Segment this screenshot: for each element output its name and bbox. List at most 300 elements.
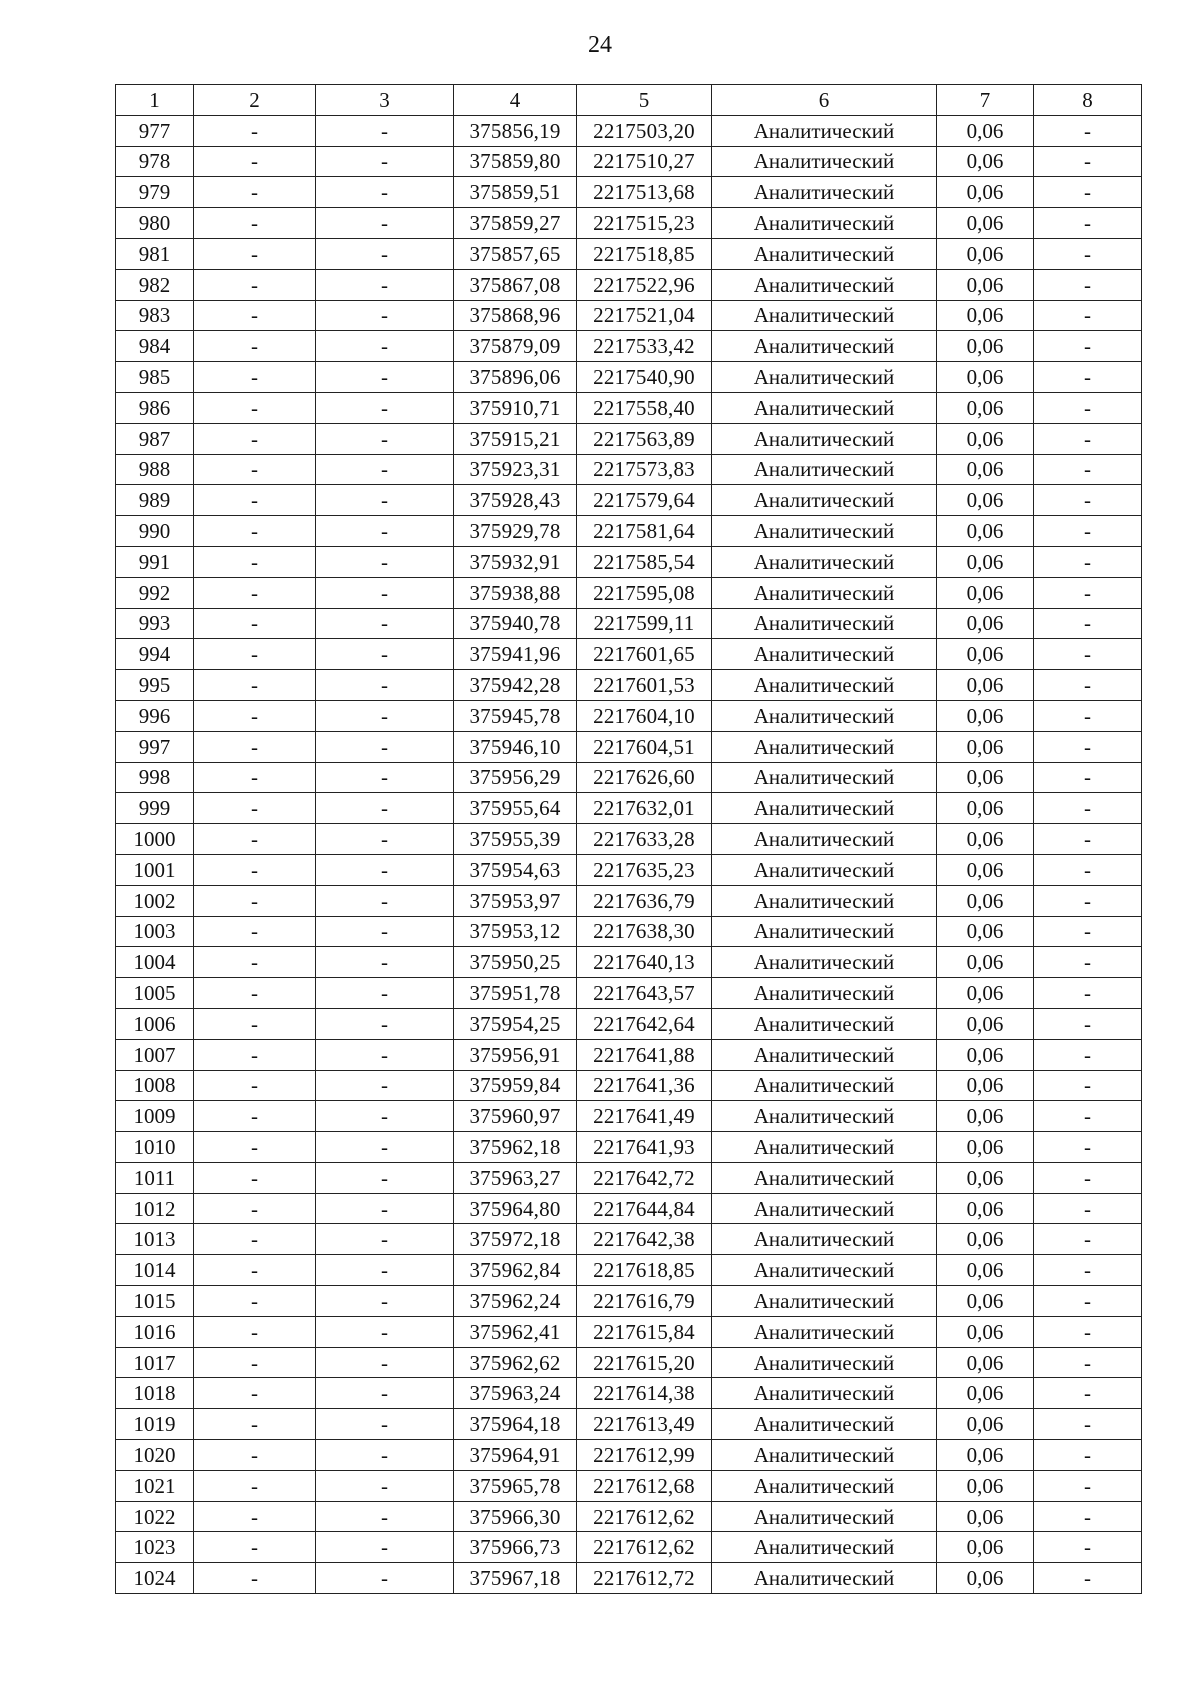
- cell-method: Аналитический: [712, 1316, 937, 1347]
- cell-point-number: 980: [116, 208, 194, 239]
- cell-col-2: -: [194, 1378, 316, 1409]
- cell-col-8: -: [1034, 1286, 1142, 1317]
- cell-col-3: -: [316, 392, 454, 423]
- cell-point-number: 981: [116, 238, 194, 269]
- cell-accuracy: 0,06: [937, 1532, 1034, 1563]
- cell-col-8: -: [1034, 1101, 1142, 1132]
- cell-accuracy: 0,06: [937, 577, 1034, 608]
- cell-col-8: -: [1034, 793, 1142, 824]
- cell-point-number: 1010: [116, 1132, 194, 1163]
- cell-point-number: 1019: [116, 1409, 194, 1440]
- cell-accuracy: 0,06: [937, 1501, 1034, 1532]
- cell-col-3: -: [316, 1316, 454, 1347]
- cell-point-number: 996: [116, 700, 194, 731]
- cell-col-8: -: [1034, 1193, 1142, 1224]
- cell-col-8: -: [1034, 885, 1142, 916]
- cell-y-coordinate: 2217644,84: [577, 1193, 712, 1224]
- table-row: [116, 1224, 1142, 1255]
- table-row: [116, 700, 1142, 731]
- cell-x-coordinate: 375964,18: [454, 1409, 577, 1440]
- cell-col-3: -: [316, 115, 454, 146]
- cell-col-3: -: [316, 947, 454, 978]
- table-row: [116, 947, 1142, 978]
- cell-y-coordinate: 2217612,62: [577, 1532, 712, 1563]
- cell-y-coordinate: 2217641,49: [577, 1101, 712, 1132]
- table-row: [116, 1440, 1142, 1471]
- cell-x-coordinate: 375953,12: [454, 916, 577, 947]
- cell-col-8: -: [1034, 1224, 1142, 1255]
- table-row: [116, 1316, 1142, 1347]
- cell-col-3: -: [316, 546, 454, 577]
- cell-col-8: -: [1034, 146, 1142, 177]
- table-row: [116, 577, 1142, 608]
- column-header-7: 7: [937, 85, 1034, 116]
- cell-method: Аналитический: [712, 1101, 937, 1132]
- coordinates-table: [115, 84, 1142, 1594]
- cell-x-coordinate: 375955,39: [454, 824, 577, 855]
- table-row: [116, 423, 1142, 454]
- cell-col-3: -: [316, 1255, 454, 1286]
- cell-col-3: -: [316, 700, 454, 731]
- cell-accuracy: 0,06: [937, 608, 1034, 639]
- cell-col-3: -: [316, 177, 454, 208]
- cell-col-2: -: [194, 1470, 316, 1501]
- cell-x-coordinate: 375929,78: [454, 516, 577, 547]
- table-row: [116, 269, 1142, 300]
- cell-col-3: -: [316, 1193, 454, 1224]
- cell-method: Аналитический: [712, 146, 937, 177]
- cell-x-coordinate: 375932,91: [454, 546, 577, 577]
- cell-col-8: -: [1034, 947, 1142, 978]
- cell-col-3: -: [316, 916, 454, 947]
- cell-col-8: -: [1034, 1070, 1142, 1101]
- cell-col-8: -: [1034, 1501, 1142, 1532]
- table-row: [116, 362, 1142, 393]
- table-row: [116, 1070, 1142, 1101]
- cell-col-2: -: [194, 177, 316, 208]
- cell-x-coordinate: 375946,10: [454, 731, 577, 762]
- cell-point-number: 988: [116, 454, 194, 485]
- cell-accuracy: 0,06: [937, 854, 1034, 885]
- cell-method: Аналитический: [712, 700, 937, 731]
- cell-col-2: -: [194, 1316, 316, 1347]
- cell-point-number: 1017: [116, 1347, 194, 1378]
- cell-col-2: -: [194, 793, 316, 824]
- cell-accuracy: 0,06: [937, 1409, 1034, 1440]
- cell-y-coordinate: 2217515,23: [577, 208, 712, 239]
- cell-method: Аналитический: [712, 731, 937, 762]
- table-row: [116, 1132, 1142, 1163]
- cell-y-coordinate: 2217642,72: [577, 1162, 712, 1193]
- cell-x-coordinate: 375868,96: [454, 300, 577, 331]
- cell-method: Аналитический: [712, 1501, 937, 1532]
- cell-y-coordinate: 2217641,88: [577, 1039, 712, 1070]
- cell-col-2: -: [194, 1286, 316, 1317]
- cell-x-coordinate: 375942,28: [454, 670, 577, 701]
- cell-point-number: 999: [116, 793, 194, 824]
- cell-method: Аналитический: [712, 1470, 937, 1501]
- table-row: [116, 916, 1142, 947]
- cell-method: Аналитический: [712, 885, 937, 916]
- cell-x-coordinate: 375910,71: [454, 392, 577, 423]
- cell-point-number: 1007: [116, 1039, 194, 1070]
- cell-col-3: -: [316, 1008, 454, 1039]
- table-row: [116, 1101, 1142, 1132]
- cell-point-number: 1002: [116, 885, 194, 916]
- cell-method: Аналитический: [712, 854, 937, 885]
- cell-method: Аналитический: [712, 1070, 937, 1101]
- cell-col-2: -: [194, 146, 316, 177]
- cell-col-3: -: [316, 824, 454, 855]
- cell-method: Аналитический: [712, 546, 937, 577]
- cell-col-2: -: [194, 577, 316, 608]
- cell-col-2: -: [194, 208, 316, 239]
- cell-x-coordinate: 375896,06: [454, 362, 577, 393]
- cell-point-number: 979: [116, 177, 194, 208]
- cell-method: Аналитический: [712, 608, 937, 639]
- cell-y-coordinate: 2217641,36: [577, 1070, 712, 1101]
- cell-col-2: -: [194, 485, 316, 516]
- cell-col-2: -: [194, 423, 316, 454]
- cell-col-3: -: [316, 454, 454, 485]
- cell-y-coordinate: 2217636,79: [577, 885, 712, 916]
- cell-y-coordinate: 2217614,38: [577, 1378, 712, 1409]
- table-row: [116, 115, 1142, 146]
- cell-accuracy: 0,06: [937, 1101, 1034, 1132]
- cell-method: Аналитический: [712, 1132, 937, 1163]
- cell-col-2: -: [194, 115, 316, 146]
- cell-col-2: -: [194, 300, 316, 331]
- cell-method: Аналитический: [712, 1286, 937, 1317]
- cell-point-number: 1011: [116, 1162, 194, 1193]
- table-row: [116, 392, 1142, 423]
- table-row: [116, 1563, 1142, 1594]
- cell-accuracy: 0,06: [937, 885, 1034, 916]
- cell-point-number: 993: [116, 608, 194, 639]
- cell-x-coordinate: 375940,78: [454, 608, 577, 639]
- cell-col-8: -: [1034, 516, 1142, 547]
- cell-method: Аналитический: [712, 947, 937, 978]
- cell-x-coordinate: 375954,63: [454, 854, 577, 885]
- cell-col-3: -: [316, 793, 454, 824]
- cell-accuracy: 0,06: [937, 300, 1034, 331]
- cell-method: Аналитический: [712, 639, 937, 670]
- cell-method: Аналитический: [712, 1440, 937, 1471]
- cell-col-3: -: [316, 1347, 454, 1378]
- cell-col-8: -: [1034, 1532, 1142, 1563]
- cell-col-3: -: [316, 1162, 454, 1193]
- cell-point-number: 978: [116, 146, 194, 177]
- cell-method: Аналитический: [712, 1224, 937, 1255]
- cell-col-2: -: [194, 1347, 316, 1378]
- table-row: [116, 731, 1142, 762]
- cell-x-coordinate: 375962,41: [454, 1316, 577, 1347]
- cell-y-coordinate: 2217640,13: [577, 947, 712, 978]
- cell-method: Аналитический: [712, 793, 937, 824]
- cell-method: Аналитический: [712, 1409, 937, 1440]
- cell-method: Аналитический: [712, 824, 937, 855]
- cell-y-coordinate: 2217558,40: [577, 392, 712, 423]
- cell-method: Аналитический: [712, 1563, 937, 1594]
- cell-x-coordinate: 375956,29: [454, 762, 577, 793]
- cell-method: Аналитический: [712, 300, 937, 331]
- table-row: [116, 854, 1142, 885]
- table-row: [116, 1378, 1142, 1409]
- cell-col-8: -: [1034, 269, 1142, 300]
- cell-col-2: -: [194, 1162, 316, 1193]
- cell-accuracy: 0,06: [937, 115, 1034, 146]
- cell-method: Аналитический: [712, 1162, 937, 1193]
- table-row: [116, 1162, 1142, 1193]
- cell-point-number: 983: [116, 300, 194, 331]
- cell-col-3: -: [316, 1470, 454, 1501]
- header-row: [116, 85, 1142, 116]
- cell-point-number: 984: [116, 331, 194, 362]
- cell-point-number: 1005: [116, 978, 194, 1009]
- table-row: [116, 1532, 1142, 1563]
- cell-method: Аналитический: [712, 1255, 937, 1286]
- cell-method: Аналитический: [712, 454, 937, 485]
- cell-col-2: -: [194, 546, 316, 577]
- cell-y-coordinate: 2217633,28: [577, 824, 712, 855]
- cell-accuracy: 0,06: [937, 269, 1034, 300]
- cell-accuracy: 0,06: [937, 1255, 1034, 1286]
- cell-point-number: 985: [116, 362, 194, 393]
- table-row: [116, 762, 1142, 793]
- cell-accuracy: 0,06: [937, 947, 1034, 978]
- cell-y-coordinate: 2217612,68: [577, 1470, 712, 1501]
- cell-accuracy: 0,06: [937, 731, 1034, 762]
- cell-method: Аналитический: [712, 115, 937, 146]
- cell-point-number: 1020: [116, 1440, 194, 1471]
- cell-col-2: -: [194, 1193, 316, 1224]
- cell-point-number: 1004: [116, 947, 194, 978]
- column-header-2: 2: [194, 85, 316, 116]
- cell-accuracy: 0,06: [937, 1470, 1034, 1501]
- cell-col-3: -: [316, 1070, 454, 1101]
- table-row: [116, 516, 1142, 547]
- cell-accuracy: 0,06: [937, 516, 1034, 547]
- cell-col-8: -: [1034, 1563, 1142, 1594]
- cell-method: Аналитический: [712, 1347, 937, 1378]
- table-row: [116, 146, 1142, 177]
- cell-col-3: -: [316, 639, 454, 670]
- table-row: [116, 639, 1142, 670]
- cell-point-number: 1021: [116, 1470, 194, 1501]
- cell-col-8: -: [1034, 546, 1142, 577]
- cell-x-coordinate: 375915,21: [454, 423, 577, 454]
- cell-col-2: -: [194, 269, 316, 300]
- cell-col-8: -: [1034, 1378, 1142, 1409]
- table-row: [116, 978, 1142, 1009]
- table-row: [116, 454, 1142, 485]
- cell-x-coordinate: 375963,24: [454, 1378, 577, 1409]
- cell-x-coordinate: 375960,97: [454, 1101, 577, 1132]
- cell-col-3: -: [316, 238, 454, 269]
- table-row: [116, 177, 1142, 208]
- cell-col-8: -: [1034, 362, 1142, 393]
- cell-col-2: -: [194, 700, 316, 731]
- cell-col-2: -: [194, 824, 316, 855]
- cell-x-coordinate: 375962,84: [454, 1255, 577, 1286]
- cell-accuracy: 0,06: [937, 762, 1034, 793]
- cell-x-coordinate: 375967,18: [454, 1563, 577, 1594]
- cell-point-number: 994: [116, 639, 194, 670]
- cell-accuracy: 0,06: [937, 208, 1034, 239]
- cell-col-2: -: [194, 608, 316, 639]
- table-row: [116, 670, 1142, 701]
- cell-col-8: -: [1034, 854, 1142, 885]
- cell-x-coordinate: 375964,91: [454, 1440, 577, 1471]
- cell-col-3: -: [316, 1286, 454, 1317]
- cell-col-8: -: [1034, 700, 1142, 731]
- cell-col-2: -: [194, 1409, 316, 1440]
- cell-accuracy: 0,06: [937, 454, 1034, 485]
- cell-col-3: -: [316, 1532, 454, 1563]
- cell-col-8: -: [1034, 454, 1142, 485]
- cell-col-8: -: [1034, 331, 1142, 362]
- cell-y-coordinate: 2217579,64: [577, 485, 712, 516]
- cell-col-2: -: [194, 1224, 316, 1255]
- cell-x-coordinate: 375954,25: [454, 1008, 577, 1039]
- cell-point-number: 1003: [116, 916, 194, 947]
- cell-method: Аналитический: [712, 577, 937, 608]
- table-row: [116, 546, 1142, 577]
- cell-point-number: 1000: [116, 824, 194, 855]
- cell-y-coordinate: 2217612,72: [577, 1563, 712, 1594]
- cell-col-3: -: [316, 1378, 454, 1409]
- cell-accuracy: 0,06: [937, 1008, 1034, 1039]
- cell-col-3: -: [316, 1501, 454, 1532]
- cell-x-coordinate: 375966,73: [454, 1532, 577, 1563]
- cell-point-number: 986: [116, 392, 194, 423]
- cell-y-coordinate: 2217615,84: [577, 1316, 712, 1347]
- cell-x-coordinate: 375859,80: [454, 146, 577, 177]
- cell-col-8: -: [1034, 639, 1142, 670]
- cell-accuracy: 0,06: [937, 146, 1034, 177]
- cell-y-coordinate: 2217521,04: [577, 300, 712, 331]
- cell-col-2: -: [194, 516, 316, 547]
- cell-x-coordinate: 375879,09: [454, 331, 577, 362]
- page-number: 24: [588, 32, 612, 58]
- cell-col-2: -: [194, 947, 316, 978]
- cell-col-8: -: [1034, 1440, 1142, 1471]
- cell-col-8: -: [1034, 1347, 1142, 1378]
- cell-method: Аналитический: [712, 978, 937, 1009]
- table-row: [116, 1501, 1142, 1532]
- cell-col-3: -: [316, 1440, 454, 1471]
- cell-method: Аналитический: [712, 331, 937, 362]
- table-row: [116, 1470, 1142, 1501]
- cell-x-coordinate: 375962,62: [454, 1347, 577, 1378]
- cell-accuracy: 0,06: [937, 546, 1034, 577]
- table-row: [116, 608, 1142, 639]
- cell-col-8: -: [1034, 670, 1142, 701]
- cell-x-coordinate: 375966,30: [454, 1501, 577, 1532]
- cell-x-coordinate: 375941,96: [454, 639, 577, 670]
- cell-col-2: -: [194, 639, 316, 670]
- cell-accuracy: 0,06: [937, 485, 1034, 516]
- cell-col-3: -: [316, 762, 454, 793]
- cell-point-number: 1014: [116, 1255, 194, 1286]
- cell-col-2: -: [194, 916, 316, 947]
- cell-col-8: -: [1034, 1409, 1142, 1440]
- cell-col-8: -: [1034, 762, 1142, 793]
- cell-y-coordinate: 2217604,51: [577, 731, 712, 762]
- cell-accuracy: 0,06: [937, 423, 1034, 454]
- cell-col-8: -: [1034, 1162, 1142, 1193]
- cell-y-coordinate: 2217595,08: [577, 577, 712, 608]
- cell-x-coordinate: 375938,88: [454, 577, 577, 608]
- cell-method: Аналитический: [712, 423, 937, 454]
- table-row: [116, 1008, 1142, 1039]
- cell-point-number: 1009: [116, 1101, 194, 1132]
- cell-accuracy: 0,06: [937, 1193, 1034, 1224]
- table-row: [116, 238, 1142, 269]
- cell-y-coordinate: 2217643,57: [577, 978, 712, 1009]
- cell-x-coordinate: 375962,18: [454, 1132, 577, 1163]
- cell-x-coordinate: 375962,24: [454, 1286, 577, 1317]
- cell-x-coordinate: 375955,64: [454, 793, 577, 824]
- cell-col-2: -: [194, 1532, 316, 1563]
- cell-col-2: -: [194, 1440, 316, 1471]
- cell-point-number: 1006: [116, 1008, 194, 1039]
- cell-accuracy: 0,06: [937, 1440, 1034, 1471]
- cell-y-coordinate: 2217604,10: [577, 700, 712, 731]
- cell-x-coordinate: 375965,78: [454, 1470, 577, 1501]
- table-row: [116, 1039, 1142, 1070]
- cell-method: Аналитический: [712, 1193, 937, 1224]
- cell-col-2: -: [194, 1563, 316, 1594]
- cell-y-coordinate: 2217632,01: [577, 793, 712, 824]
- cell-col-2: -: [194, 331, 316, 362]
- cell-accuracy: 0,06: [937, 978, 1034, 1009]
- cell-point-number: 987: [116, 423, 194, 454]
- cell-accuracy: 0,06: [937, 1286, 1034, 1317]
- cell-method: Аналитический: [712, 392, 937, 423]
- cell-col-3: -: [316, 1101, 454, 1132]
- cell-col-3: -: [316, 269, 454, 300]
- cell-col-8: -: [1034, 1255, 1142, 1286]
- cell-col-8: -: [1034, 577, 1142, 608]
- cell-col-2: -: [194, 1039, 316, 1070]
- cell-col-3: -: [316, 885, 454, 916]
- cell-y-coordinate: 2217581,64: [577, 516, 712, 547]
- cell-col-2: -: [194, 454, 316, 485]
- cell-accuracy: 0,06: [937, 700, 1034, 731]
- cell-x-coordinate: 375950,25: [454, 947, 577, 978]
- cell-col-2: -: [194, 854, 316, 885]
- cell-y-coordinate: 2217612,99: [577, 1440, 712, 1471]
- cell-point-number: 1013: [116, 1224, 194, 1255]
- cell-col-3: -: [316, 146, 454, 177]
- cell-col-3: -: [316, 854, 454, 885]
- cell-x-coordinate: 375972,18: [454, 1224, 577, 1255]
- cell-y-coordinate: 2217641,93: [577, 1132, 712, 1163]
- cell-y-coordinate: 2217642,64: [577, 1008, 712, 1039]
- cell-col-2: -: [194, 1501, 316, 1532]
- table-row: [116, 1409, 1142, 1440]
- cell-y-coordinate: 2217601,65: [577, 639, 712, 670]
- table-row: [116, 824, 1142, 855]
- cell-x-coordinate: 375956,91: [454, 1039, 577, 1070]
- cell-y-coordinate: 2217563,89: [577, 423, 712, 454]
- cell-point-number: 977: [116, 115, 194, 146]
- cell-point-number: 1024: [116, 1563, 194, 1594]
- cell-y-coordinate: 2217635,23: [577, 854, 712, 885]
- cell-y-coordinate: 2217612,62: [577, 1501, 712, 1532]
- cell-method: Аналитический: [712, 177, 937, 208]
